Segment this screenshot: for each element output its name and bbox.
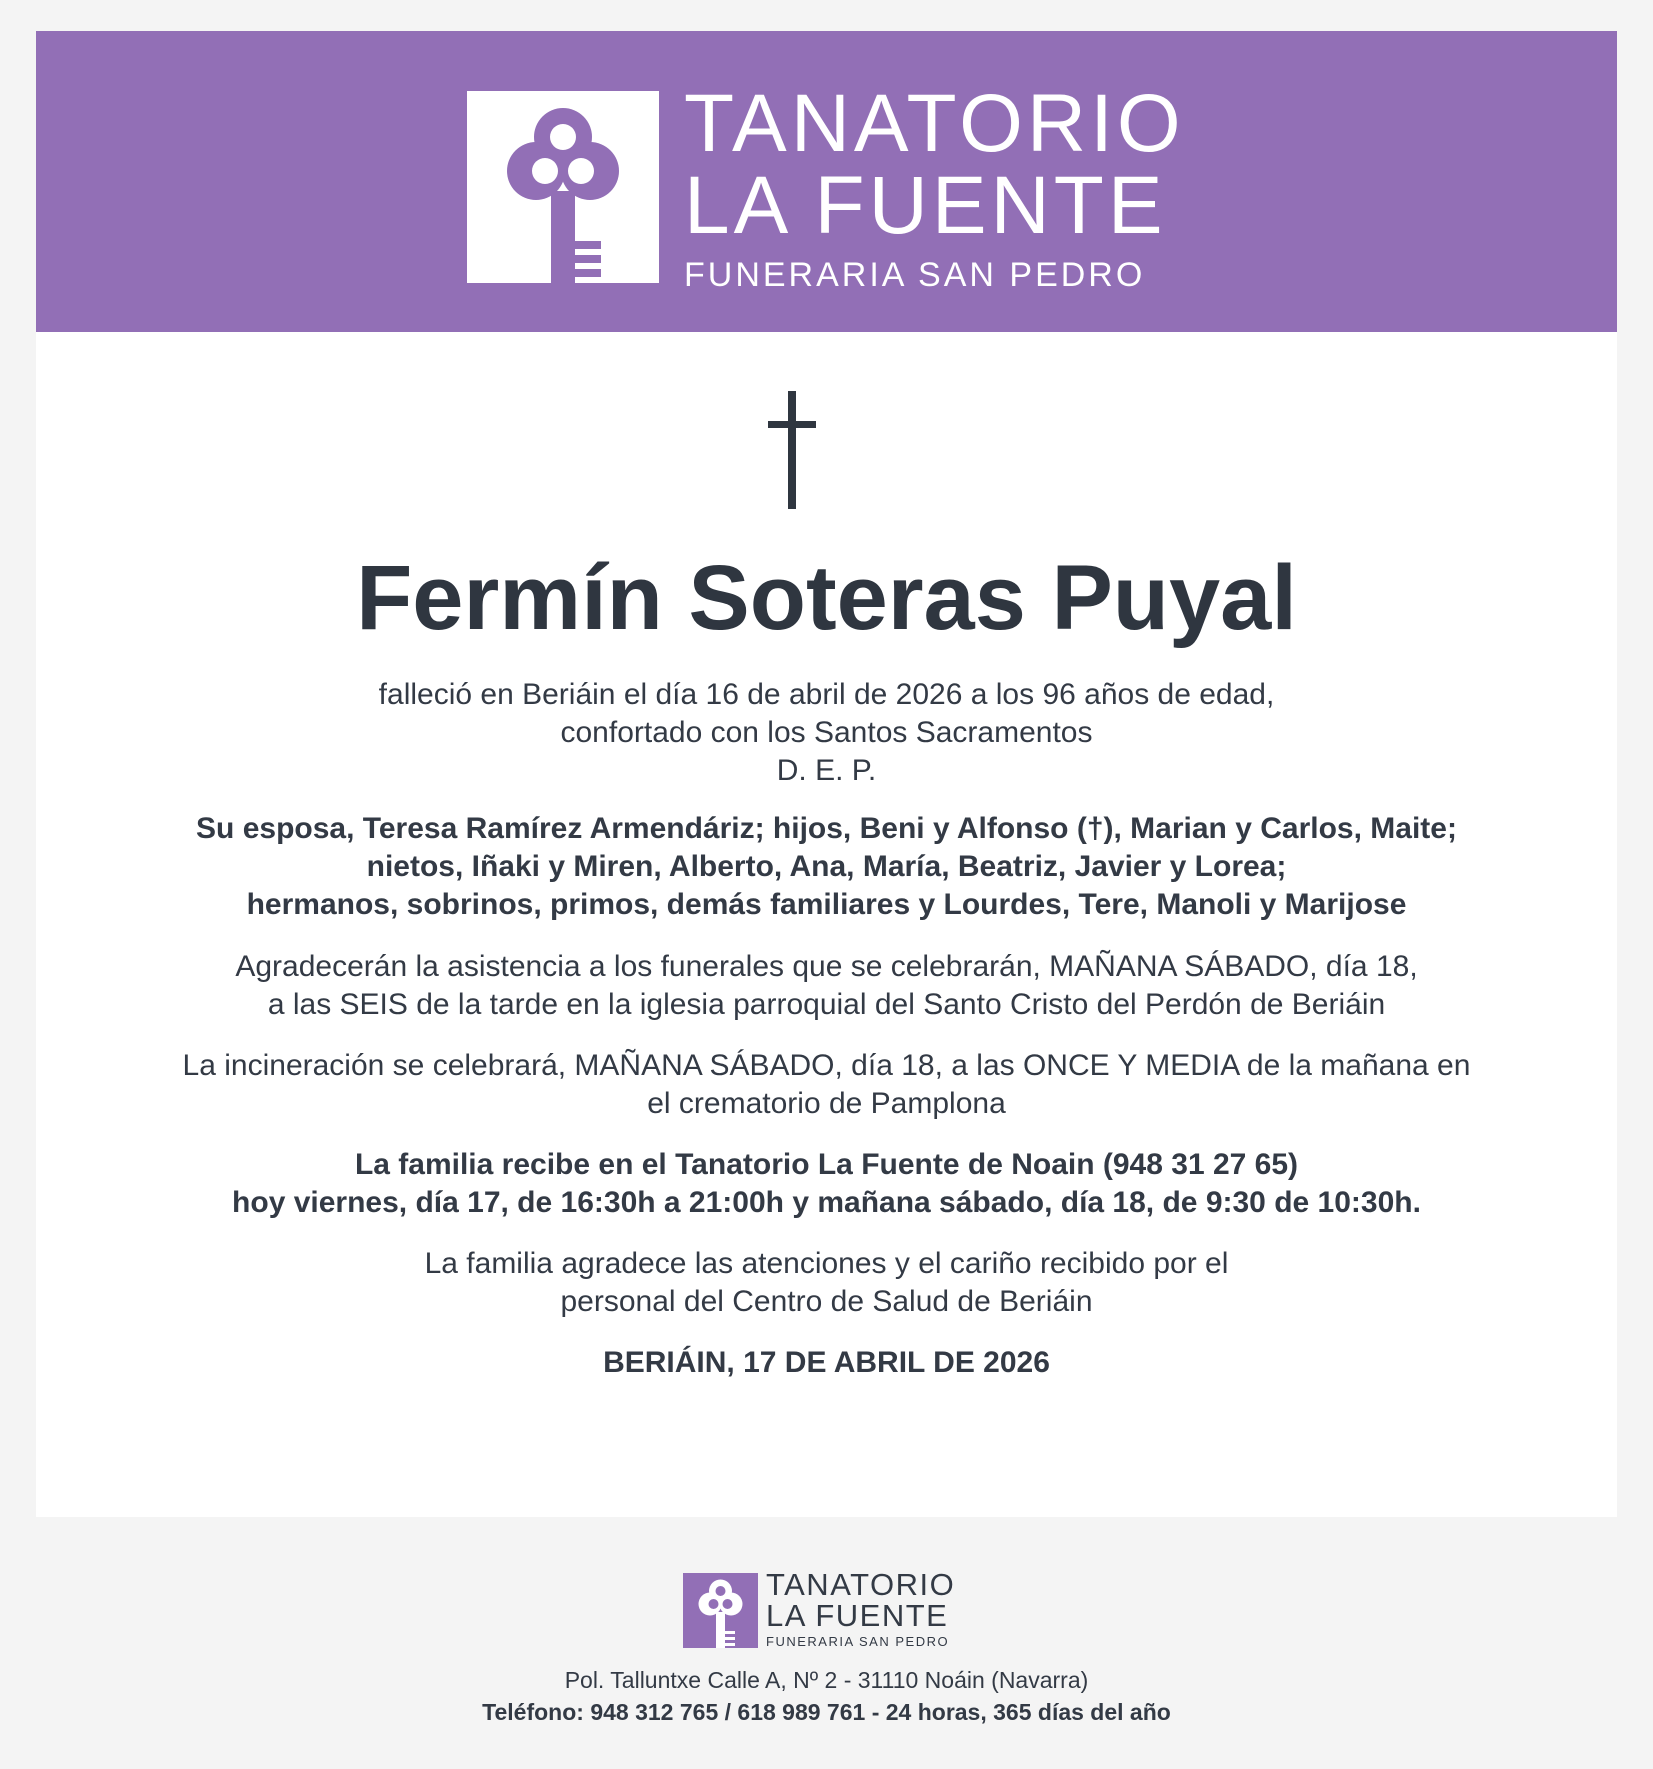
cremation-paragraph — [76, 1047, 1577, 1123]
footer-address: Pol. Talluntxe Calle A, Nº 2 - 31110 Noáin (Navarra) — [564, 1667, 1089, 1693]
brand-line-la-fuente: LA FUENTE — [684, 160, 1167, 251]
cross-icon — [768, 391, 816, 509]
footer-phone: Teléfono: 948 312 765 / 618 989 761 - 24 horas, 365 días del año — [482, 1699, 1171, 1725]
intro-line: falleció en Beriáin el día 16 de abril de 2026 a los 96 años de edad, — [378, 678, 1275, 711]
header-banner — [36, 31, 1617, 332]
brand-logo-text — [684, 78, 1185, 295]
family-paragraph — [76, 810, 1577, 924]
brand-line-tanatorio: TANATORIO — [684, 78, 1185, 169]
cremation-line: el crematorio de Pamplona — [647, 1087, 1006, 1120]
family-line: nietos, Iñaki y Miren, Alberto, Ana, María, Beatriz, Javier y Lorea; — [366, 850, 1287, 883]
thanks-paragraph — [76, 1245, 1577, 1321]
funeral-line: Agradecerán la asistencia a los funerales que se celebrarán, MAÑANA SÁBADO, día 18, — [235, 950, 1418, 983]
family-line: Su esposa, Teresa Ramírez Armendáriz; hijos, Beni y Alfonso (†), Marian y Carlos, Maite; — [196, 812, 1457, 845]
place-date: BERIÁIN, 17 DE ABRIL DE 2026 — [603, 1346, 1050, 1379]
footer-key-logo-icon — [683, 1573, 758, 1648]
reception-line: La familia recibe en el Tanatorio La Fuente de Noain (948 31 27 65) — [354, 1148, 1299, 1181]
brand-line-funeraria: FUNERARIA SAN PEDRO — [684, 256, 1146, 294]
reception-line: hoy viernes, día 17, de 16:30h a 21:00h y mañana sábado, día 18, de 9:30 de 10:30h. — [232, 1186, 1421, 1219]
intro-paragraph — [76, 676, 1577, 790]
footer-brand-text — [766, 1569, 955, 1650]
deceased-name: Fermín Soteras Puyal — [356, 547, 1297, 649]
thanks-line: personal del Centro de Salud de Beriáin — [560, 1285, 1093, 1318]
thanks-line: La familia agradece las atenciones y el cariño recibido por el — [424, 1247, 1229, 1280]
obituary-card — [36, 31, 1617, 1517]
footer-brand-la-fuente: LA FUENTE — [766, 1598, 949, 1633]
intro-line: confortado con los Santos Sacramentos — [560, 716, 1093, 749]
footer-brand-tanatorio: TANATORIO — [766, 1567, 956, 1602]
key-logo-icon — [467, 91, 659, 283]
funeral-line: a las SEIS de la tarde en la iglesia parroquial del Santo Cristo del Perdón de Beriáin — [267, 988, 1386, 1021]
footer-brand-funeraria: FUNERARIA SAN PEDRO — [766, 1634, 950, 1649]
funeral-paragraph — [76, 948, 1577, 1024]
reception-paragraph — [76, 1146, 1577, 1222]
family-line: hermanos, sobrinos, primos, demás familiares y Lourdes, Tere, Manoli y Marijose — [246, 888, 1407, 921]
intro-line: D. E. P. — [776, 754, 877, 787]
cremation-line: La incineración se celebrará, MAÑANA SÁBADO, día 18, a las ONCE Y MEDIA de la mañana en — [182, 1049, 1471, 1082]
